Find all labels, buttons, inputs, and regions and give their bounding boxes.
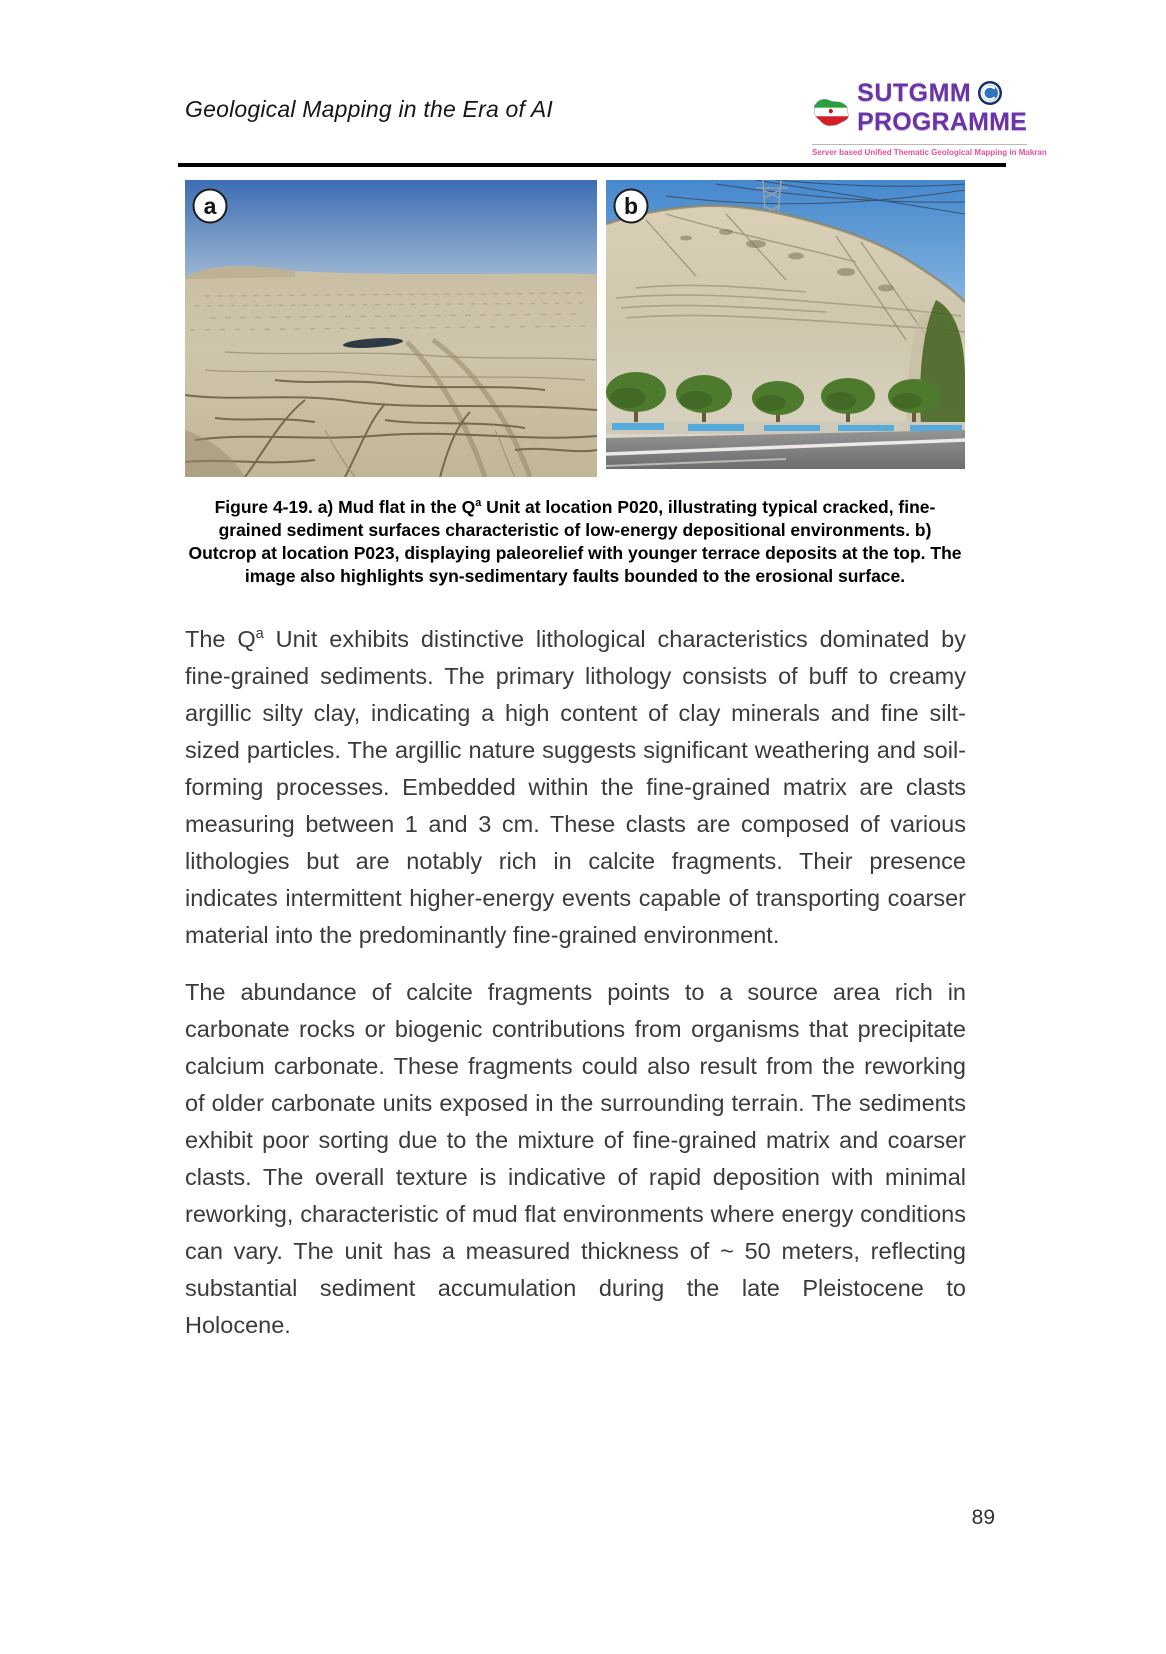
paragraph-1: [185, 621, 966, 954]
caption-text-rest: Unit at location P020, illustrating typical cracked, fine-grained sediment surfaces characteristic of low-energy depositional environments. b) Outcrop at location P023, displaying paleorelief with younger terrace deposits at the top. The image also highlights syn-sedimentary faults bounded to the erosional surface.: [188, 497, 962, 586]
logo-name-line1: SUTGMM: [857, 78, 972, 107]
caption-superscript: a: [475, 497, 482, 510]
page-title: Geological Mapping in the Era of AI: [185, 96, 553, 122]
photo-b-label: [615, 190, 648, 223]
photo-a-label: [194, 190, 227, 223]
mud-flat-ground: [185, 266, 597, 477]
p1-prefix: The Q: [185, 626, 256, 652]
logo-tagline: Server based Unified Thematic Geological Mapping in Makran: [812, 144, 1027, 157]
iran-map-icon: [812, 88, 851, 138]
photo-b-outcrop: [606, 180, 965, 469]
p1-superscript: a: [255, 626, 264, 643]
paragraph-2: The abundance of calcite fragments points to a source area rich in carbonate rocks or biogenic contributions from organisms that precipitate calcium carbonate. These fragments could also result from the reworking of older carbonate units exposed in the surrounding terrain. The sediments exhibit poor sorting due to the mixture of fine-grained matrix and coarser clasts. The overall texture is indicative of rapid deposition with minimal reworking, characteristic of mud flat environments where energy conditions can vary. The unit has a measured thickness of ~ 50 meters, reflecting substantial sediment accumulation during the late Pleistocene to Holocene.: [185, 979, 966, 1338]
curb-and-road: [606, 422, 965, 469]
photo-a-mud-flat: [185, 180, 597, 477]
figure-caption: [185, 496, 965, 588]
logo-name-line2: PROGRAMME: [857, 108, 1027, 136]
p1-rest: Unit exhibits distinctive lithological characteristics dominated by fine-grained sediments. The primary lithology consists of buff to creamy argillic silty clay, indicating a high content of clay minerals and fine silt-sized particles. The argillic nature suggests significant weathering and soil-forming processes. Embedded within the fine-grained matrix are clasts measuring between 1 and 3 cm. These clasts are composed of various lithologies but are notably rich in calcite fragments. Their presence indicates intermittent higher-energy events capable of transporting coarser material into the predominantly fine-grained environment.: [185, 626, 966, 948]
body-text: [185, 621, 966, 1364]
svg-text:b: b: [623, 193, 639, 219]
page-number: 89: [971, 1506, 995, 1529]
globe-icon: [977, 80, 1003, 106]
caption-text-prefix: Figure 4-19. a) Mud flat in the Q: [214, 497, 476, 517]
svg-text:a: a: [203, 193, 217, 219]
header-divider: [178, 163, 1006, 167]
sutgmm-logo: [812, 78, 1047, 157]
figure-4-19: [185, 180, 965, 477]
